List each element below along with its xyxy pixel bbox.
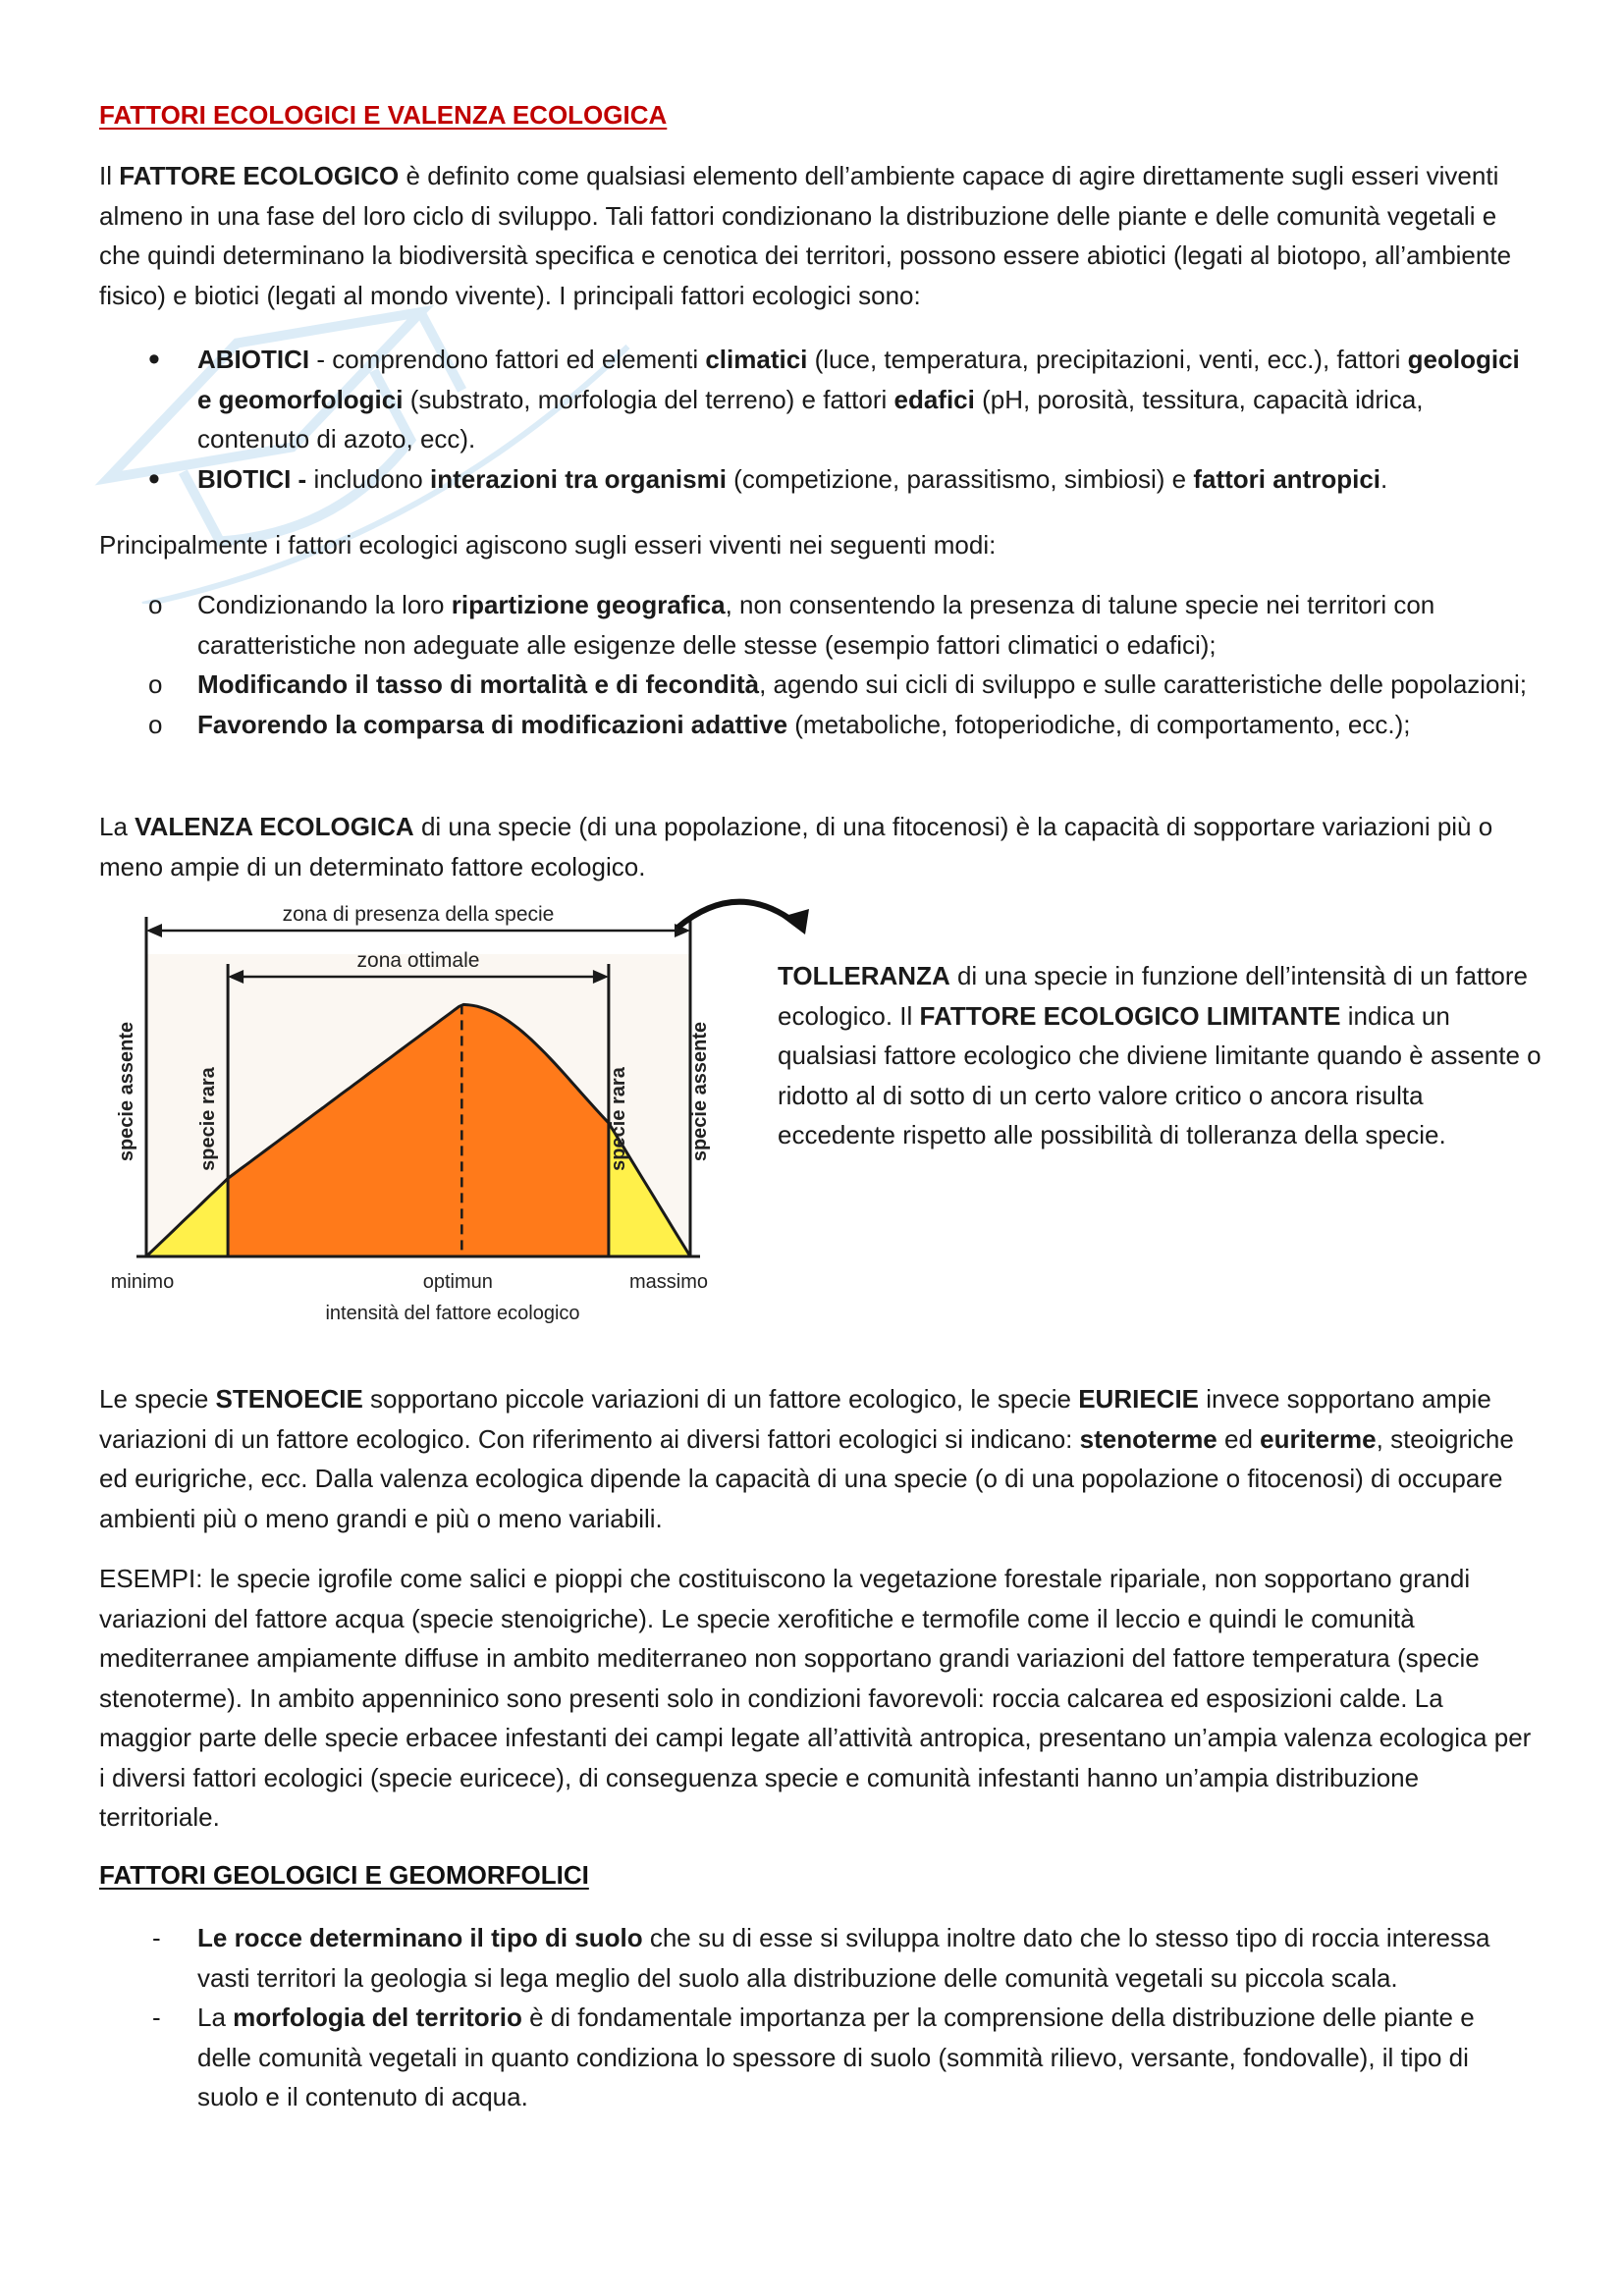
circle-bullet-icon: o <box>148 709 163 739</box>
term: climatici <box>705 345 808 374</box>
x-tick-label-minimo: minimo <box>110 1271 175 1293</box>
text: Le specie <box>99 1384 216 1414</box>
circle-bullet-icon: o <box>148 590 163 619</box>
text: Condizionando la loro <box>197 590 452 619</box>
list-item-mode-2 <box>99 665 1533 705</box>
term: interazioni tra organismi <box>429 463 727 494</box>
text: invece sopportano ampie variazioni di un fattore ecologico. Con riferimento ai diversi fattori ecologici si indicano: <box>99 1384 1491 1454</box>
text: - comprendono fattori ed elementi <box>309 345 706 374</box>
vertical-label-specie-assente-right: specie assente <box>689 1021 711 1162</box>
x-axis-label: intensità del fattore ecologico <box>325 1303 580 1324</box>
term: Favorendo la comparsa di modificazioni adattive <box>197 709 788 739</box>
term-fattore-ecologico: FATTORE ECOLOGICO <box>119 161 400 190</box>
list-item-biotici <box>99 459 1533 500</box>
text: è di fondamentale importanza per la comprensione della distribuzione delle piante e delle comunità vegetali in quanto condiziona lo spessore di suolo (sommità rilievo, versante, fondovalle), il tipo di suolo e il contenuto di acqua. <box>197 2002 1475 2111</box>
text: , agendo sui cicli di sviluppo e sulle caratteristiche delle popolazioni; <box>759 669 1527 699</box>
text: (metaboliche, fotoperiodiche, di comportamento, ecc.); <box>787 709 1411 739</box>
text: La <box>99 812 135 841</box>
term: EURIECIE <box>1078 1384 1200 1414</box>
section-title-fattori-geologici: FATTORI GEOLOGICI E GEOMORFOLICI <box>99 1860 589 1890</box>
x-tick-label-optimun: optimun <box>422 1271 493 1293</box>
text: di una specie (di una popolazione, di una fitocenosi) è la capacità di sopportare variazioni più o meno ampie di un determinato fattore ecologico. <box>99 812 1493 881</box>
term: geologici e geomorfologici <box>197 345 1520 414</box>
term: ripartizione geografica <box>451 590 726 619</box>
vertical-label-specie-rara-left: specie rara <box>197 1067 220 1171</box>
modes-intro: Principalmente i fattori ecologici agiscono sugli esseri viventi nei seguenti modi: <box>99 530 997 560</box>
factors-list <box>99 340 1533 499</box>
term: ABIOTICI <box>197 345 310 374</box>
text: (luce, temperatura, precipitazioni, venti, ecc.), fattori <box>807 345 1408 374</box>
text: di una specie in funzione dell’intensità di un fattore ecologico. Il <box>778 961 1529 1031</box>
term: stenoterme <box>1079 1423 1217 1454</box>
text: (substrato, morfologia del terreno) e fattori <box>403 384 894 414</box>
section-title-fattori-ecologici: FATTORI ECOLOGICI E VALENZA ECOLOGICA <box>99 100 668 130</box>
list-item-rocce <box>99 1918 1533 1998</box>
dash-bullet-icon: - <box>152 2002 161 2032</box>
esempi-paragraph: ESEMPI: le specie igrofile come salici e pioppi che costituiscono la vegetazione forestale ripariale, non sopportano grandi variazioni del fattore acqua (specie stenoigriche). Le specie xerofitiche e termofile come il leccio e quindi le comunità mediterranee ampiamente diffuse in ambito mediterraneo non sopportano grandi variazioni del fattore temperatura (specie stenoterme). In ambito appenninico sono presenti solo in condizioni favorevoli: roccia calcarea ed esposizioni calde. La maggior parte delle specie erbacee infestanti dei campi legate all’attività antropica, presentano un’ampia valenza ecologica per i diversi fattori ecologici (specie euricece), di conseguenza specie e comunità infestanti hanno un’ampia distribuzione territoriale. <box>99 1564 1532 1832</box>
term: euriterme <box>1260 1423 1377 1454</box>
term-valenza-ecologica: VALENZA ECOLOGICA <box>135 812 414 841</box>
bullet-icon: • <box>148 341 160 378</box>
term: STENOECIE <box>215 1384 363 1414</box>
text: è definito come qualsiasi elemento dell’ambiente capace di agire direttamente sugli esseri viventi almeno in una fase del loro ciclo di sviluppo. Tali fattori condizionano la distribuzione delle piante e delle comunità vegetali e che quindi determinano la biodiversità specifica e cenotica dei territori, possono essere abiotici (legati al biotopo, all’ambiente fisico) e biotici (legati al mondo vivente). I principali fattori ecologici sono: <box>99 161 1512 310</box>
zone-label-presence: zona di presenza della specie <box>282 903 555 926</box>
intro-paragraph <box>99 156 1533 315</box>
text: , steoigriche ed eurigriche, ecc. Dalla valenza ecologica dipende la capacità di una specie (o di una popolazione o fitocenosi) di occupare ambienti più o meno grandi e più o meno variabili. <box>99 1423 1514 1533</box>
vertical-label-specie-assente-left: specie assente <box>116 1021 137 1162</box>
dash-bullet-icon: - <box>152 1923 161 1952</box>
term-tolleranza: TOLLERANZA <box>778 961 950 990</box>
geo-list <box>99 1918 1533 2117</box>
text: (competizione, parassitismo, simbiosi) e <box>726 463 1194 494</box>
text: indica un qualsiasi fattore ecologico che diviene limitante quando è assente o ridotto al di sotto di un certo valore critico o ancora risulta eccedente rispetto alle possibilità di tolleranza della specie. <box>778 1000 1542 1149</box>
valenza-paragraph <box>99 807 1533 886</box>
bullet-icon: • <box>148 459 160 498</box>
list-item-morfologia <box>99 1998 1533 2117</box>
vertical-label-specie-rara-right: specie rara <box>607 1067 629 1171</box>
steno-paragraph <box>99 1379 1533 1538</box>
text: . <box>1380 463 1388 494</box>
term: Modificando il tasso di mortalità e di fecondità <box>197 669 760 699</box>
term: Le rocce determinano il tipo di suolo <box>197 1923 643 1952</box>
term: morfologia del territorio <box>233 2002 522 2032</box>
circle-bullet-icon: o <box>148 669 163 699</box>
tolleranza-caption <box>778 956 1543 1155</box>
zone-label-optimal: zona ottimale <box>356 949 480 972</box>
list-item-mode-3 <box>99 705 1533 745</box>
text: includono <box>306 463 430 494</box>
term: BIOTICI - <box>197 463 307 494</box>
term: edafici <box>893 384 975 414</box>
modes-list <box>99 585 1533 744</box>
term-fattore-limitante: FATTORE ECOLOGICO LIMITANTE <box>919 1000 1341 1031</box>
text: ed <box>1217 1423 1261 1454</box>
text: sopportano piccole variazioni di un fattore ecologico, le specie <box>362 1384 1079 1414</box>
term: fattori antropici <box>1193 463 1380 494</box>
list-item-mode-1 <box>99 585 1533 665</box>
text: (pH, porosità, tessitura, capacità idrica, contenuto di azoto, ecc). <box>197 384 1424 454</box>
text: La <box>197 2002 234 2032</box>
text: , non consentendo la presenza di talune specie nei territori con caratteristiche non adeguate alle esigenze delle stesse (esempio fattori climatici o edafici); <box>197 590 1435 660</box>
x-tick-label-massimo: massimo <box>628 1271 709 1293</box>
list-item-abiotici <box>99 340 1533 459</box>
text: che su di esse si sviluppa inoltre dato che lo stesso tipo di roccia interessa vasti territori la geologia si lega meglio del suolo alla distribuzione delle comunità vegetali su piccola scala. <box>197 1923 1490 1993</box>
text: Il <box>99 161 120 190</box>
